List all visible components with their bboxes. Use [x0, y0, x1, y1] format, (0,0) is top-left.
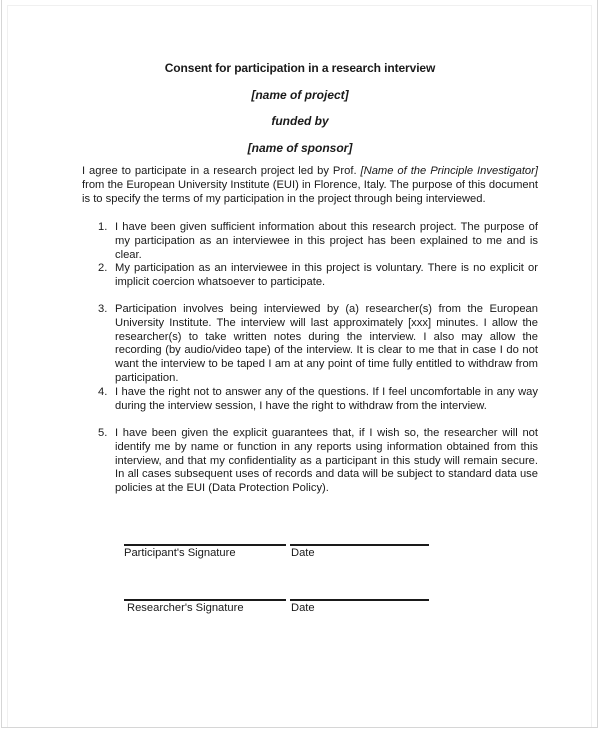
item-text: My participation as an interviewee in this project is voluntary. There is no explicit or implicit coercion whatsoever to participate.: [115, 262, 538, 288]
consent-item-3: [98, 303, 538, 386]
participant-signature-line[interactable]: [124, 544, 286, 546]
sponsor-name-placeholder: [name of sponsor]: [247, 141, 353, 155]
item-number: 3.: [98, 303, 108, 315]
item-text: I have been given sufficient information about this research project. The purpose of my participation as an interviewee in this project has been explained to me and is clear.: [115, 221, 538, 261]
researcher-signature-label: Researcher's Signature: [127, 602, 244, 614]
funded-by-text: funded by: [271, 114, 329, 128]
intro-paragraph: [82, 165, 538, 206]
researcher-date-label: Date: [291, 602, 315, 614]
intro-text-part2: from the European University Institute (EUI) in Florence, Italy. The purpose of this document is to specify the terms of my participation in the project through being interviewed.: [82, 178, 538, 205]
item-text: I have the right not to answer any of the questions. If I feel uncomfortable in any way during the interview session, I have the right to withdraw from the interview.: [115, 386, 538, 412]
item-text: I have been given the explicit guarantees that, if I wish so, the researcher will not identify me by name or function in any reports using information obtained from this interview, and that my confidentiality as a participant in this study will remain secure. In all cases subsequent uses of records and data will be subject to standard data use policies at the EUI (Data Protection Policy).: [115, 427, 538, 495]
consent-item-2: [98, 262, 538, 290]
item-text: Participation involves being interviewed by (a) researcher(s) from the European University Institute. The interview will last approximately [xxx] minutes. I allow the researcher(s) to take written notes during the interview. I also may allow the recording (by audio/video tape) of the interview. It is clear to me that in case I do not want the interview to be taped I am at any point of time fully entitled to withdraw from participation.: [115, 303, 538, 384]
participant-date-line[interactable]: [290, 544, 429, 546]
consent-item-4: [98, 386, 538, 414]
researcher-date-line[interactable]: [290, 599, 429, 601]
consent-item-5: [98, 427, 538, 496]
researcher-signature-line[interactable]: [124, 599, 286, 601]
item-number: 4.: [98, 386, 108, 398]
intro-text-part1: I agree to participate in a research project led by Prof.: [82, 165, 361, 177]
investigator-placeholder: [Name of the Principle Investigator]: [360, 165, 538, 177]
project-name-placeholder: [name of project]: [251, 88, 349, 102]
item-number: 1.: [98, 221, 108, 233]
participant-signature-label: Participant's Signature: [124, 547, 236, 559]
participant-date-label: Date: [291, 547, 315, 559]
document-title: Consent for participation in a research interview: [164, 61, 436, 75]
item-number: 2.: [98, 262, 108, 274]
consent-item-1: [98, 221, 538, 262]
item-number: 5.: [98, 427, 108, 439]
